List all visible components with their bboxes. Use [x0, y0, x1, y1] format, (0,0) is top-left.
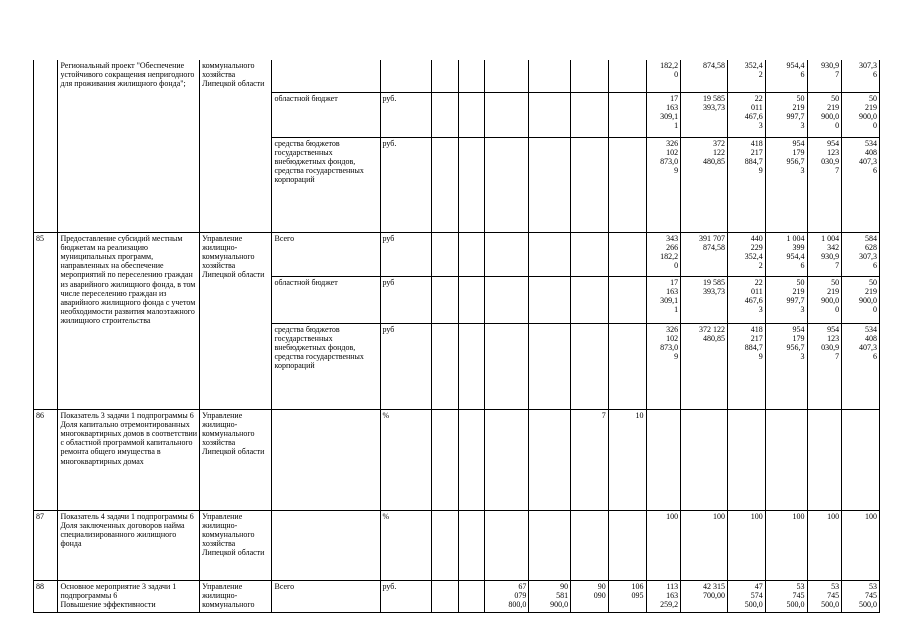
funding-source-cell [272, 60, 380, 92]
value-cell [571, 137, 609, 232]
value-cell: 100 [728, 510, 766, 580]
value-cell: 17 163 309,1 1 [646, 92, 681, 137]
value-cell [485, 323, 529, 409]
value-cell [458, 580, 485, 612]
value-cell: 7 [571, 409, 609, 510]
value-cell [608, 510, 646, 580]
value-cell: 326 102 873,0 9 [646, 137, 681, 232]
value-cell: 930,9 7 [807, 60, 842, 92]
value-cell [485, 92, 529, 137]
value-cell: 47 574 500,0 [728, 580, 766, 612]
unit-cell: руб. [380, 92, 432, 137]
unit-cell: руб. [380, 137, 432, 232]
row-number-cell: 85 [34, 232, 58, 409]
funding-source-cell: областной бюджет [272, 92, 380, 137]
value-cell: 53 745 500,0 [842, 580, 880, 612]
value-cell [432, 276, 459, 323]
value-cell [608, 137, 646, 232]
value-cell [608, 323, 646, 409]
value-cell: 22 011 467,6 3 [728, 92, 766, 137]
value-cell: 10 [608, 409, 646, 510]
value-cell: 100 [646, 510, 681, 580]
value-cell [807, 409, 842, 510]
row-number-cell [34, 60, 58, 232]
table-row [34, 409, 880, 510]
value-cell [608, 92, 646, 137]
value-cell: 352,4 2 [728, 60, 766, 92]
value-cell: 182,2 0 [646, 60, 681, 92]
value-cell [432, 323, 459, 409]
value-cell [529, 137, 571, 232]
value-cell [432, 60, 459, 92]
executor-cell: коммунального хозяйства Липецкой области [200, 60, 272, 232]
value-cell: 50 219 997,7 3 [765, 92, 807, 137]
value-cell: 100 [681, 510, 728, 580]
value-cell [571, 323, 609, 409]
value-cell [529, 276, 571, 323]
value-cell [608, 60, 646, 92]
value-cell [458, 323, 485, 409]
value-cell: 874,58 [681, 60, 728, 92]
funding-source-cell: областной бюджет [272, 276, 380, 323]
value-cell [608, 276, 646, 323]
table-row [34, 60, 880, 92]
value-cell [485, 60, 529, 92]
row-number-cell: 88 [34, 580, 58, 612]
value-cell: 100 [765, 510, 807, 580]
value-cell [571, 510, 609, 580]
value-cell: 22 011 467,6 3 [728, 276, 766, 323]
executor-cell: Управление жилищно-коммунального хозяйства Липецкой области [200, 232, 272, 409]
value-cell: 954 179 956,7 3 [765, 323, 807, 409]
value-cell [571, 60, 609, 92]
value-cell: 100 [842, 510, 880, 580]
value-cell [485, 409, 529, 510]
event-name-cell: Региональный проект "Обеспечение устойчивого сокращения непригодного для проживания жилищного фонда"; [58, 60, 200, 232]
value-cell: 50 219 900,0 0 [807, 276, 842, 323]
value-cell [529, 92, 571, 137]
value-cell [432, 510, 459, 580]
value-cell [571, 232, 609, 276]
value-cell: 418 217 884,7 9 [728, 323, 766, 409]
table-row [34, 232, 880, 276]
value-cell [765, 409, 807, 510]
value-cell: 106 095 [608, 580, 646, 612]
value-cell [485, 232, 529, 276]
budget-table [33, 60, 880, 613]
value-cell [432, 137, 459, 232]
unit-cell: руб [380, 276, 432, 323]
value-cell [458, 276, 485, 323]
value-cell: 391 707 874,58 [681, 232, 728, 276]
value-cell: 100 [807, 510, 842, 580]
value-cell: 1 004 342 930,9 7 [807, 232, 842, 276]
value-cell: 372 122 480,85 [681, 137, 728, 232]
value-cell [458, 409, 485, 510]
event-name-cell: Предоставление субсидий местным бюджетам на реализацию муниципальных программ, направленных на обеспечение мероприятий по переселению граждан из аварийного жилищного фонда, в том числе переселению граждан из аварийного жилищного фонда с учетом необходимости развития малоэтажного жилищного строительства [58, 232, 200, 409]
value-cell [608, 232, 646, 276]
funding-source-cell [272, 510, 380, 580]
unit-cell: руб. [380, 580, 432, 612]
unit-cell: руб [380, 323, 432, 409]
value-cell: 307,3 6 [842, 60, 880, 92]
value-cell [842, 409, 880, 510]
value-cell: 954 179 956,7 3 [765, 137, 807, 232]
event-name-cell: Показатель 4 задачи 1 подпрограммы 6 Доля заключенных договоров найма специализированного жилищного фонда [58, 510, 200, 580]
value-cell [529, 60, 571, 92]
value-cell: 326 102 873,0 9 [646, 323, 681, 409]
value-cell [458, 510, 485, 580]
value-cell [432, 580, 459, 612]
value-cell [681, 409, 728, 510]
value-cell [529, 323, 571, 409]
unit-cell: руб [380, 232, 432, 276]
event-name-cell: Показатель 3 задачи 1 подпрограммы 6 Доля капитально отремонтированных многоквартирных домов в соответствии с областной программой капитального ремонта общего имущества в многоквартирных домах [58, 409, 200, 510]
value-cell [432, 232, 459, 276]
value-cell: 113 163 259,2 [646, 580, 681, 612]
value-cell: 17 163 309,1 1 [646, 276, 681, 323]
funding-source-cell [272, 409, 380, 510]
value-cell: 90 581 900,0 [529, 580, 571, 612]
value-cell [529, 232, 571, 276]
table-row [34, 580, 880, 612]
executor-cell: Управление жилищно-коммунального [200, 580, 272, 612]
value-cell: 53 745 500,0 [765, 580, 807, 612]
event-name-cell: Основное мероприятие 3 задачи 1 подпрограммы 6 Повышение эффективности [58, 580, 200, 612]
value-cell: 440 229 352,4 2 [728, 232, 766, 276]
funding-source-cell: Всего [272, 232, 380, 276]
value-cell: 343 266 182,2 0 [646, 232, 681, 276]
value-cell [458, 92, 485, 137]
value-cell: 954,4 6 [765, 60, 807, 92]
value-cell [432, 92, 459, 137]
value-cell: 954 123 030,9 7 [807, 137, 842, 232]
value-cell: 584 628 307,3 6 [842, 232, 880, 276]
value-cell [646, 409, 681, 510]
unit-cell [380, 60, 432, 92]
executor-cell: Управление жилищно-коммунального хозяйства Липецкой области [200, 510, 272, 580]
value-cell: 19 585 393,73 [681, 92, 728, 137]
funding-source-cell: средства бюджетов государственных внебюджетных фондов, средства государственных корпораций [272, 137, 380, 232]
row-number-cell: 86 [34, 409, 58, 510]
value-cell [485, 510, 529, 580]
value-cell: 50 219 997,7 3 [765, 276, 807, 323]
value-cell: 372 122 480,85 [681, 323, 728, 409]
value-cell: 534 408 407,3 6 [842, 323, 880, 409]
value-cell [571, 276, 609, 323]
value-cell: 50 219 900,0 0 [842, 92, 880, 137]
value-cell [571, 92, 609, 137]
value-cell: 534 408 407,3 6 [842, 137, 880, 232]
value-cell: 954 123 030,9 7 [807, 323, 842, 409]
value-cell [458, 232, 485, 276]
value-cell [458, 60, 485, 92]
value-cell [529, 409, 571, 510]
value-cell [728, 409, 766, 510]
funding-source-cell: средства бюджетов государственных внебюджетных фондов, средства государственных корпораций [272, 323, 380, 409]
value-cell: 53 745 500,0 [807, 580, 842, 612]
value-cell: 19 585 393,73 [681, 276, 728, 323]
unit-cell: % [380, 510, 432, 580]
value-cell: 42 315 700,00 [681, 580, 728, 612]
value-cell: 50 219 900,0 0 [807, 92, 842, 137]
value-cell [432, 409, 459, 510]
value-cell: 50 219 900,0 0 [842, 276, 880, 323]
value-cell: 418 217 884,7 9 [728, 137, 766, 232]
value-cell: 67 079 800,0 [485, 580, 529, 612]
value-cell [529, 510, 571, 580]
value-cell [485, 276, 529, 323]
value-cell [485, 137, 529, 232]
value-cell [458, 137, 485, 232]
row-number-cell: 87 [34, 510, 58, 580]
value-cell: 1 004 399 954,4 6 [765, 232, 807, 276]
unit-cell: % [380, 409, 432, 510]
value-cell: 90 090 [571, 580, 609, 612]
table-row [34, 510, 880, 580]
funding-source-cell: Всего [272, 580, 380, 612]
executor-cell: Управление жилищно-коммунального хозяйства Липецкой области [200, 409, 272, 510]
